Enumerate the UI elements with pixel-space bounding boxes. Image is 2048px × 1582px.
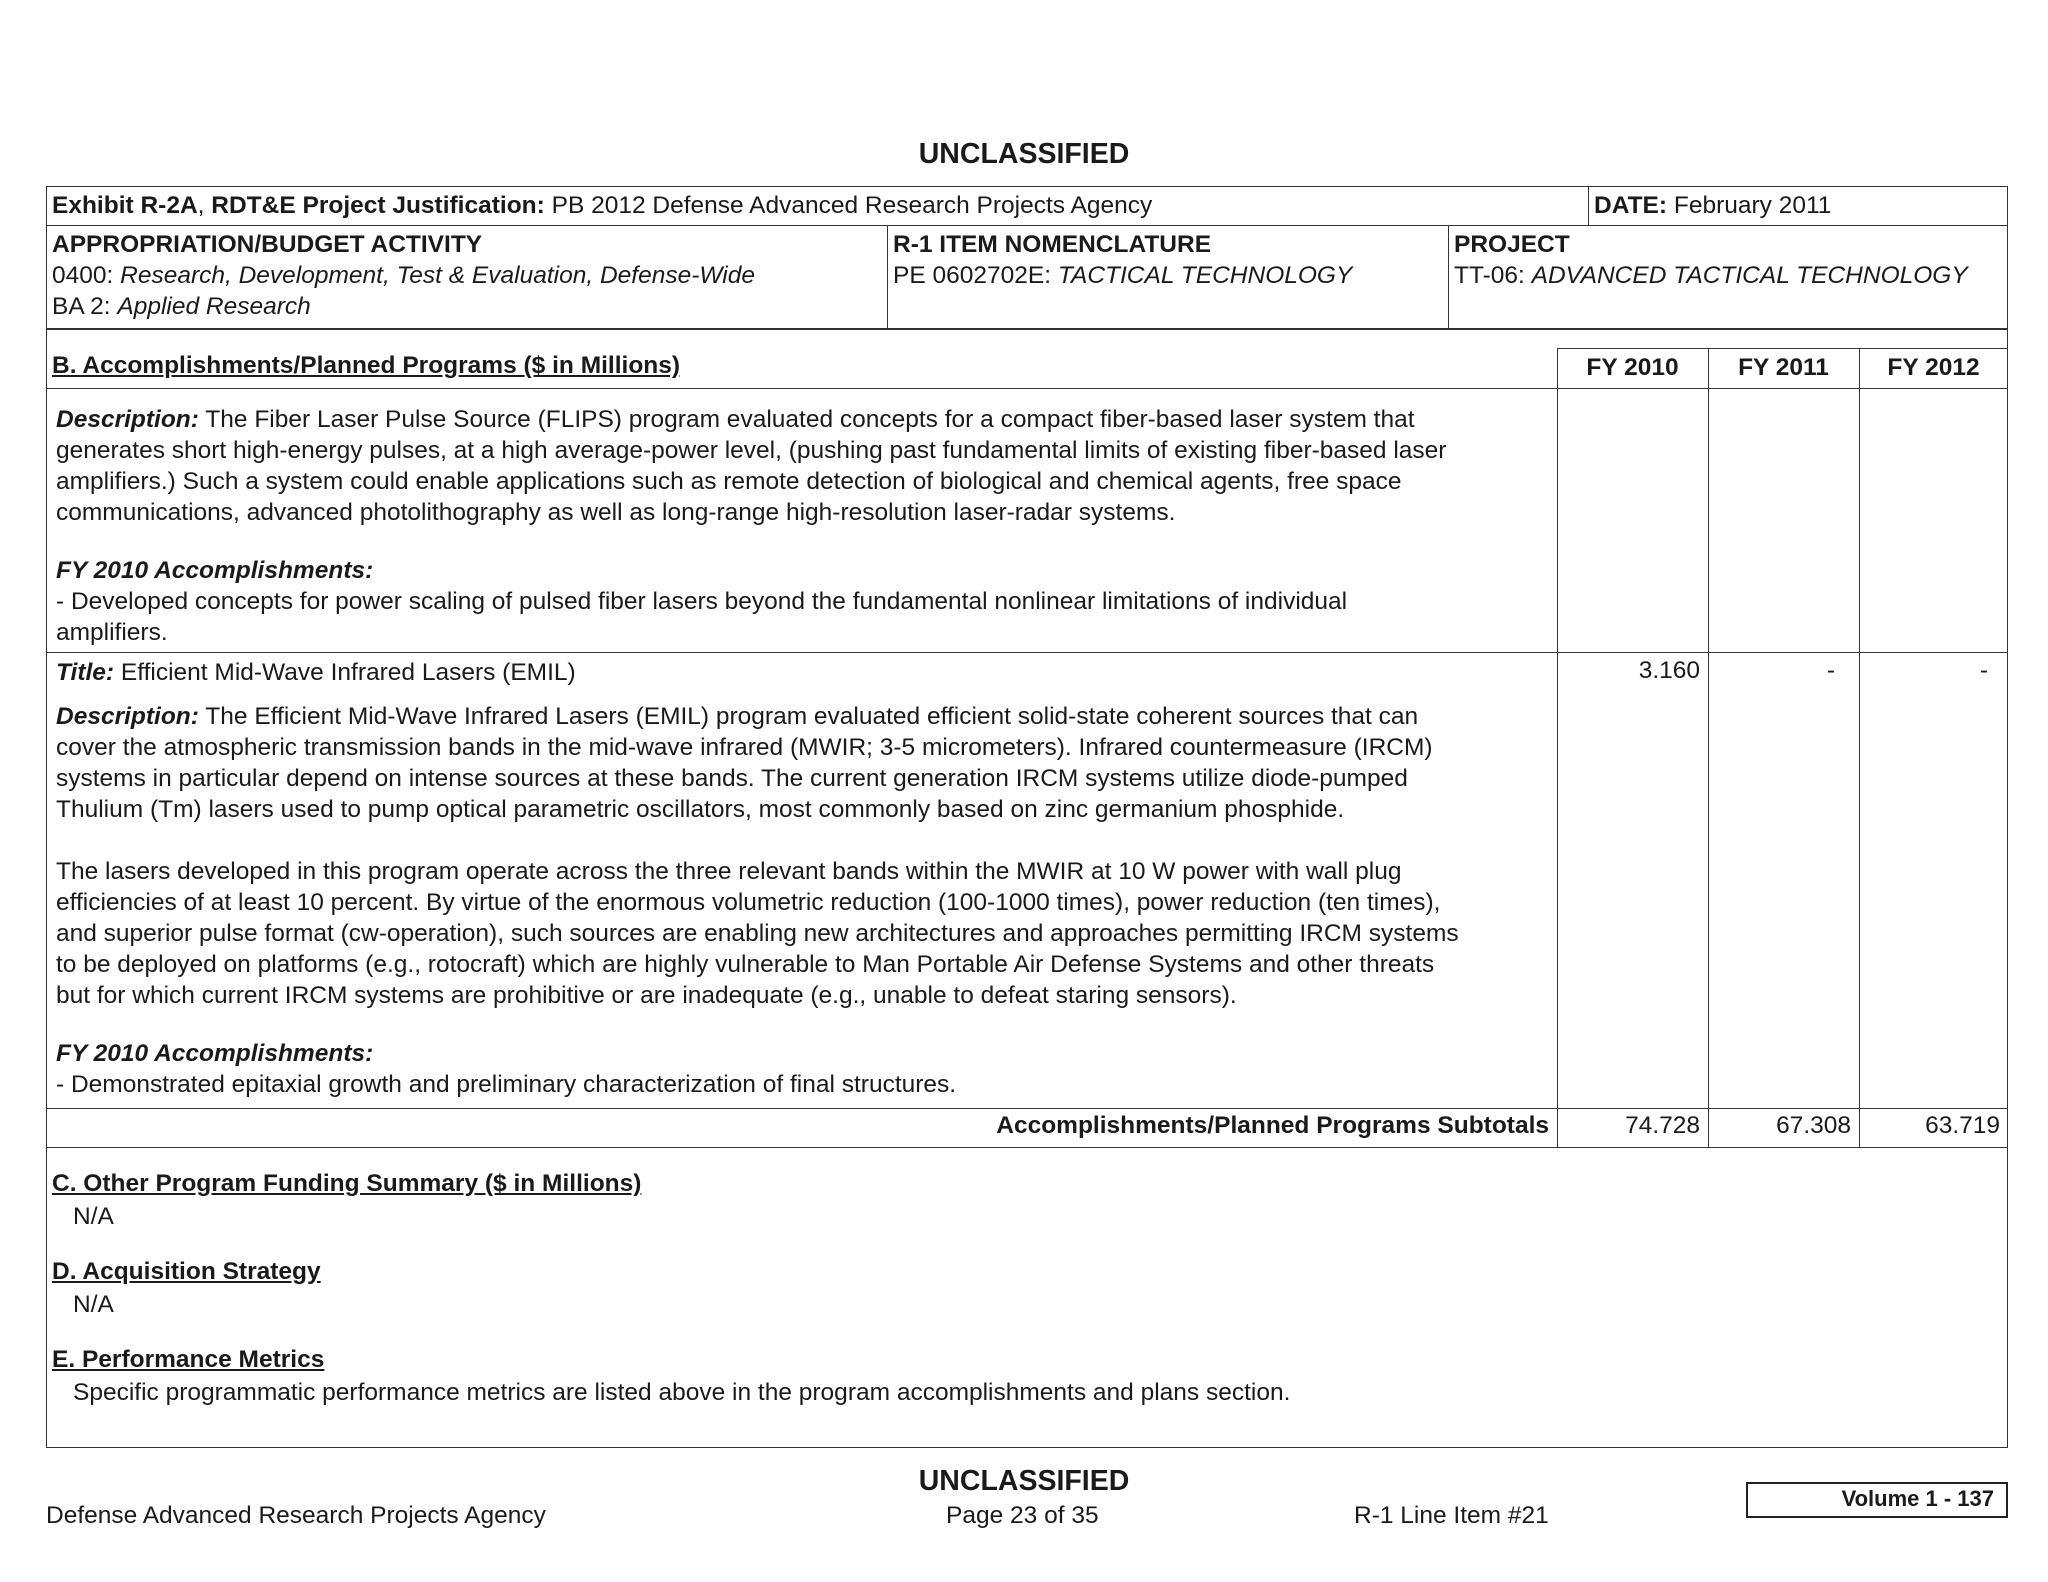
- appropriation-code: 0400:: [52, 262, 121, 289]
- section-d-value: N/A: [73, 1291, 114, 1318]
- emil-paragraph-line: The lasers developed in this program operate across the three relevant bands within the MWIR at 10 W power with wall plug: [56, 858, 1402, 885]
- r1-value: [893, 260, 1352, 291]
- footer-line-item: R-1 Line Item #21: [1354, 1502, 1549, 1529]
- classification-bottom: UNCLASSIFIED: [918, 1465, 1130, 1497]
- appropriation-label: APPROPRIATION/BUDGET ACTIVITY: [52, 231, 483, 258]
- project-divider: [1448, 225, 1449, 329]
- emil-paragraph-line: and superior pulse format (cw-operation), such sources are enabling new architectures and approaches permitting IRCM systems: [56, 920, 1459, 947]
- subtotals-bottom-rule: [46, 1147, 2008, 1148]
- r1-divider: [887, 225, 888, 329]
- exhibit-label: Exhibit R-2A: [52, 192, 198, 219]
- ba-text: Applied Research: [117, 293, 311, 320]
- emil-title-value: Efficient Mid-Wave Infrared Lasers (EMIL): [114, 659, 576, 686]
- header-divider: [46, 225, 2008, 226]
- section-e-title: E. Performance Metrics: [52, 1346, 325, 1373]
- flips-accomplishments: [56, 555, 1347, 648]
- date-value: February 2011: [1667, 192, 1832, 219]
- emil-accomplishments-label: FY 2010 Accomplishments:: [56, 1040, 374, 1067]
- justification-label: RDT&E Project Justification:: [211, 192, 545, 219]
- date-divider: [1588, 186, 1589, 226]
- flips-description-line: generates short high-energy pulses, at a high average-power level, (pushing past fundamental limits of existing fiber-based laser: [56, 437, 1447, 464]
- exhibit-title: [52, 190, 1152, 221]
- date: [1594, 190, 1831, 221]
- flips-description: [56, 404, 1446, 528]
- emil-description-line: cover the atmospheric transmission bands in the mid-wave infrared (MWIR; 3-5 micrometers). Infrared countermeasure (IRCM): [56, 734, 1433, 761]
- emil-accomplishments: [56, 1038, 956, 1100]
- fy-header-top: [1557, 348, 2008, 349]
- column-fy2011: FY 2011: [1738, 354, 1829, 381]
- classification-top: UNCLASSIFIED: [918, 138, 1130, 170]
- emil-paragraph-line: to be deployed on platforms (e.g., rotocraft) which are highly vulnerable to Man Portable Air Defense Systems and other threats: [56, 951, 1435, 978]
- r1-label: R-1 ITEM NOMENCLATURE: [893, 231, 1212, 258]
- col-divider-3: [1859, 348, 1860, 1147]
- section-d-title: D. Acquisition Strategy: [52, 1258, 321, 1285]
- emil-description-line: systems in particular depend on intense sources at these bands. The current generation IRCM systems utilize diode-pumped: [56, 765, 1408, 792]
- section-b-rule: [46, 388, 2008, 389]
- flips-description-line: The Fiber Laser Pulse Source (FLIPS) program evaluated concepts for a compact fiber-based laser system that: [198, 406, 1415, 433]
- subtotal-fy2012: 63.719: [1925, 1112, 2000, 1139]
- r1-text: TACTICAL TECHNOLOGY: [1057, 262, 1353, 289]
- flips-bottom-rule: [46, 652, 2008, 653]
- appropriation-text: Research, Development, Test & Evaluation, Defense-Wide: [120, 262, 755, 289]
- col-divider-1: [1557, 348, 1558, 1147]
- subtotal-fy2011: 67.308: [1776, 1112, 1851, 1139]
- volume-box: Volume 1 - 137: [1746, 1482, 2008, 1518]
- emil-description-label: Description:: [56, 703, 199, 730]
- flips-description-line: amplifiers.) Such a system could enable applications such as remote detection of biological and chemical agents, free space: [56, 468, 1402, 495]
- flips-description-line: communications, advanced photolithography as well as long-range high-resolution laser-radar systems.: [56, 499, 1176, 526]
- column-fy2010: FY 2010: [1586, 354, 1679, 381]
- emil-bottom-rule: [46, 1108, 2008, 1109]
- col-divider-2: [1708, 348, 1709, 1147]
- emil-paragraph-2: [56, 856, 1459, 1011]
- flips-description-label: Description:: [56, 406, 199, 433]
- subtotals-label: Accomplishments/Planned Programs Subtotals: [996, 1112, 1549, 1139]
- budget-activity: [52, 291, 311, 322]
- emil-accomplishment-item: - Demonstrated epitaxial growth and preliminary characterization of final structures.: [56, 1071, 957, 1098]
- emil-description: [56, 701, 1433, 825]
- section-e-value: Specific programmatic performance metrics are listed above in the program accomplishments and plans section.: [73, 1379, 1291, 1406]
- emil-title: [56, 657, 576, 688]
- subtotal-fy2010: 74.728: [1625, 1112, 1700, 1139]
- section-c-title: C. Other Program Funding Summary ($ in Millions): [52, 1170, 642, 1197]
- emil-paragraph-line: efficiencies of at least 10 percent. By virtue of the enormous volumetric reduction (100-1000 times), power reduction (ten times),: [56, 889, 1441, 916]
- emil-fy2011-value: -: [1826, 657, 1835, 684]
- date-label: DATE:: [1594, 192, 1668, 219]
- emil-fy2010-value: 3.160: [1638, 657, 1700, 684]
- emil-paragraph-line: but for which current IRCM systems are prohibitive or are inadequate (e.g., unable to defeat staring sensors).: [56, 982, 1237, 1009]
- project-label: PROJECT: [1454, 231, 1570, 258]
- project-text: ADVANCED TACTICAL TECHNOLOGY: [1531, 262, 1968, 289]
- flips-accomplishment-item: - Developed concepts for power scaling of pulsed fiber lasers beyond the fundamental nonlinear limitations of individual: [56, 588, 1348, 615]
- flips-accomplishment-item: amplifiers.: [56, 619, 168, 646]
- footer-agency: Defense Advanced Research Projects Agency: [46, 1502, 546, 1529]
- emil-title-label: Title:: [56, 659, 115, 686]
- project-code: TT-06:: [1454, 262, 1532, 289]
- exhibit-sep: ,: [197, 192, 212, 219]
- project-value: [1454, 260, 1968, 291]
- emil-description-line: Thulium (Tm) lasers used to pump optical parametric oscillators, most commonly based on zinc germanium phosphide.: [56, 796, 1345, 823]
- section-b-title: B. Accomplishments/Planned Programs ($ in Millions): [52, 352, 681, 379]
- emil-fy2012-value: -: [1979, 657, 1988, 684]
- appropriation-value: [52, 260, 755, 291]
- emil-description-line: The Efficient Mid-Wave Infrared Lasers (EMIL) program evaluated efficient solid-state coherent sources that can: [198, 703, 1419, 730]
- r1-code: PE 0602702E:: [893, 262, 1058, 289]
- column-fy2012: FY 2012: [1887, 354, 1980, 381]
- footer-page: Page 23 of 35: [946, 1502, 1099, 1529]
- ba-code: BA 2:: [52, 293, 118, 320]
- section-c-value: N/A: [73, 1203, 114, 1230]
- justification-value: PB 2012 Defense Advanced Research Projects Agency: [544, 192, 1153, 219]
- flips-accomplishments-label: FY 2010 Accomplishments:: [56, 557, 374, 584]
